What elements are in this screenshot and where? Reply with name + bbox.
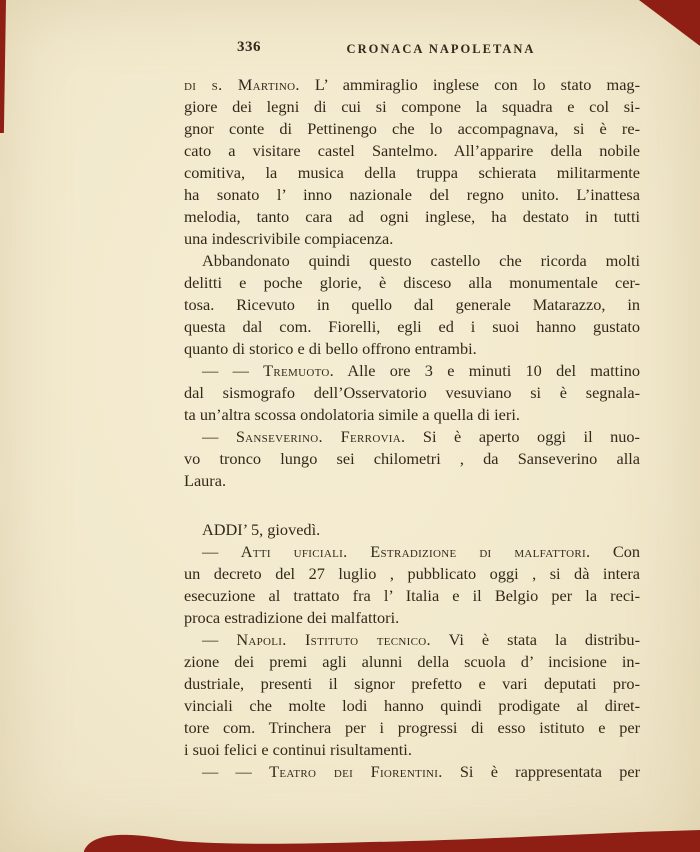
page-header [0,0,700,62]
text-line: dustriale, presenti il signor prefetto e vari deputati pro- [184,674,640,693]
text-line: ta un’altra scossa ondolatoria simile a quella di ieri. [184,405,520,424]
text-line [184,74,640,96]
text-line: questa dal com. Fiorelli, egli ed i suoi hanno gustato [184,317,640,336]
binding-stain-bottom-edge [0,828,700,852]
paragraph [184,426,640,492]
text-segment: Alle ore 3 e minuti 10 del mattino [334,361,640,380]
small-caps-lead: Teatro dei Fiorentini. [269,762,443,781]
small-caps-lead: Atti uficiali. Estradizione di malfattori. [240,542,591,561]
text-line [184,426,640,448]
text-line: giore dei legni di cui si compone la squadra e col si- [184,97,640,116]
text-line: proca estradizione dei malfattori. [184,608,400,627]
text-line [184,761,640,783]
text-line: comitiva, la musica della truppa schierata militarmente [184,163,640,182]
dash-lead: — — [202,361,264,380]
text-line: i suoi felici e continui risultamenti. [184,740,412,759]
small-caps-lead: di s. Martino. [184,75,300,94]
text-line: Laura. [184,471,227,490]
text-line: vinciali che molte lodi hanno quindi prodigate al diret- [184,696,640,715]
paragraph [184,74,640,250]
paragraph [184,360,640,426]
text-segment: Si è rappresentata per [442,762,641,781]
text-line: cato a visitare castel Santelmo. All’apparire della nobile [184,141,640,160]
text-line: quanto di storico e di bello offrono entrambi. [184,339,477,358]
text-line: gnor conte di Pettinengo che lo accompagnava, si è re- [184,119,640,138]
dash-lead: — [202,542,241,561]
text-line: tore com. Trinchera per i progressi di esso istituto e per [184,718,640,737]
text-line: esecuzione al trattato fra l’ Italia e il Belgio per la reci- [184,586,640,605]
small-caps-lead: Napoli. Istituto tecnico. [236,630,431,649]
binding-stain-left-edge [0,0,6,133]
text-line [184,360,640,382]
text-line: melodia, tanto cara ad ogni inglese, ha destato in tutti [184,207,640,226]
small-caps-lead: Sanseverino. Ferrovia. [235,427,406,446]
text-line: vo tronco lungo sei chilometri , da Sanseverino alla [184,449,640,468]
dash-lead: — [202,630,237,649]
running-head: CRONACA NAPOLETANA [346,42,536,56]
paragraph [184,629,640,761]
text-segment: Si è aperto oggi il nuo- [405,427,640,446]
text-block [184,74,640,783]
text-line: una indescrivibile compiacenza. [184,229,394,248]
text-line [184,541,640,563]
page-number: 336 [237,39,261,55]
small-caps-lead: Tremuoto. [263,361,335,380]
text-line [184,629,640,651]
text-segment: Vi è stata la distribu- [430,630,640,649]
day-heading: ADDI’ 5, giovedì. [202,520,321,539]
text-segment: Con [590,542,640,561]
text-line: Abbandonato quindi questo castello che ricorda molti [202,251,640,270]
text-line: dal sismografo dell’Osservatorio vesuviano si è segnala- [184,383,640,402]
text-line: tosa. Ricevuto in quello dal generale Matarazzo, in [184,295,640,314]
paragraph [184,761,640,783]
paragraph [184,541,640,629]
text-line: delitti e poche glorie, è disceso alla monumentale cer- [184,273,640,292]
text-line: un decreto del 27 luglio , pubblicato oggi , si dà intera [184,564,640,583]
text-segment: L’ ammiraglio inglese con lo stato mag- [299,75,640,94]
text-line: zione dei premi agli alunni della scuola d’ incisione in- [184,652,640,671]
dash-lead: — [202,427,236,446]
paragraph [184,250,640,360]
dash-lead: — — [202,762,270,781]
text-line: ha sonato l’ inno nazionale del regno unito. L’inattesa [184,185,640,204]
